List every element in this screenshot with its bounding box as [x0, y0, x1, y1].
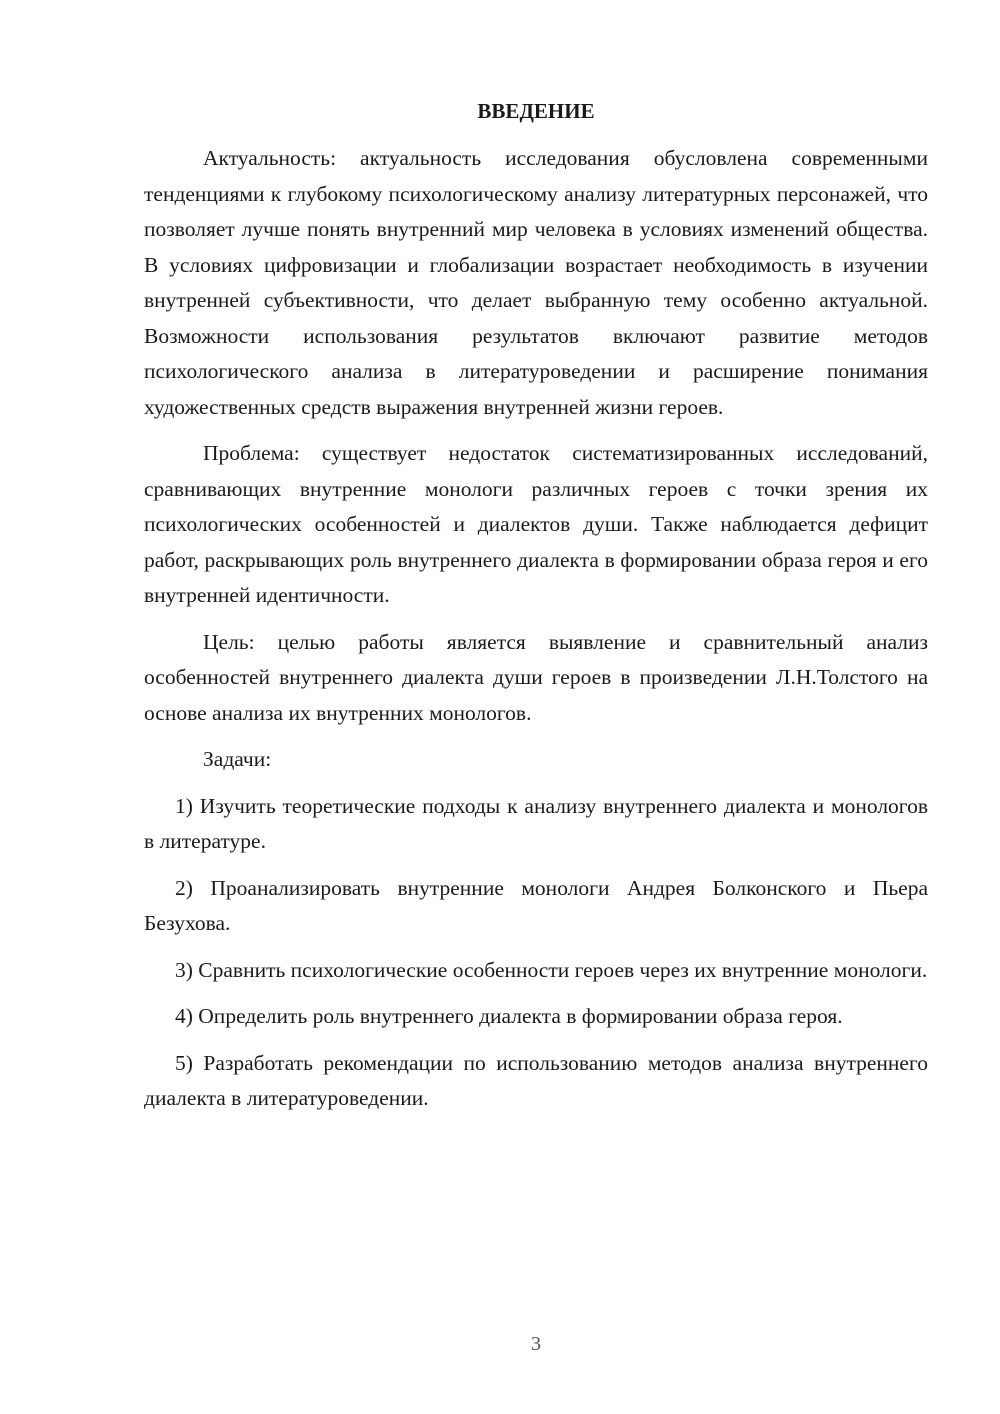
task-item: 3) Сравнить психологические особенности героев через их внутренние монологи.: [175, 957, 928, 982]
relevance-paragraph: Актуальность: актуальность исследования обусловлена современными тенденциями к глубокому психологическому анализу литературных персонажей, что позволяет лучше понять внутренний мир человека в условиях изменений общества. В условиях цифровизации и глобализации возрастает необходимость в изучении внутренней субъективности, что делает выбранную тему особенно актуальной. Возможности использования результатов включают развитие методов психологического анализа в литературоведении и расширение понимания художественных средств выражения внутренней жизни героев.: [144, 146, 928, 419]
document-page: [144, 94, 928, 1117]
tasks-label: Задачи:: [203, 747, 272, 771]
problem-paragraph: Проблема: существует недостаток систематизированных исследований, сравнивающих внутренние монологи различных героев с точки зрения их психологических особенностей и диалектов души. Также наблюдается дефицит работ, раскрывающих роль внутреннего диалекта в формировании образа героя и его внутренней идентичности.: [144, 441, 928, 607]
section-heading: ВВЕДЕНИЕ: [477, 99, 595, 123]
task-item: 4) Определить роль внутреннего диалекта в формировании образа героя.: [175, 1004, 843, 1028]
goal-paragraph: Цель: целью работы является выявление и сравнительный анализ особенностей внутреннего диалекта души героев в произведении Л.Н.Толстого на основе анализа их внутренних монологов.: [144, 629, 928, 725]
task-item: 2) Проанализировать внутренние монологи Андрея Болконского и Пьера Безухова.: [144, 875, 928, 935]
task-item: 1) Изучить теоретические подходы к анализу внутреннего диалекта и монологов в литературе.: [144, 793, 928, 853]
task-item: 5) Разработать рекомендации по использованию методов анализа внутреннего диалекта в литературоведении.: [144, 1050, 928, 1110]
page-number: 3: [531, 1333, 541, 1355]
